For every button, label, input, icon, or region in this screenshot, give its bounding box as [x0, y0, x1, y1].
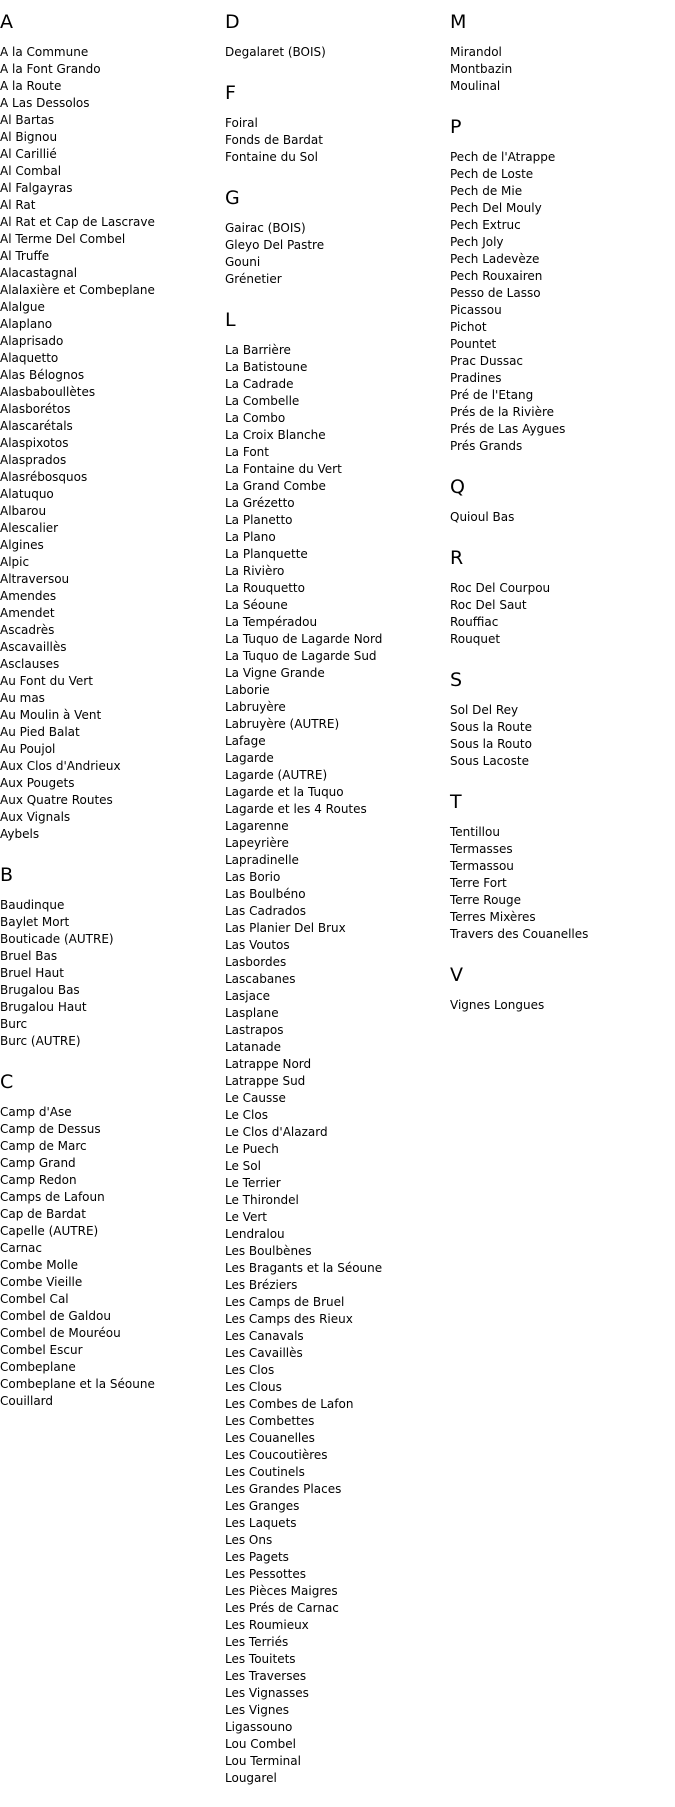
place-item-laborie: Laborie — [225, 683, 270, 697]
place-item-prac-dussac: Prac Dussac — [450, 354, 524, 368]
place-item-labruyere: Labruyère — [225, 700, 286, 714]
place-item-lagarde-et-les-4-routes: Lagarde et les 4 Routes — [225, 802, 367, 816]
place-item-pech-extruc: Pech Extruc — [450, 218, 521, 232]
place-item-terre-rouge: Terre Rouge — [450, 893, 522, 907]
column-3 — [450, 10, 675, 1034]
place-list — [450, 509, 675, 526]
section-b — [0, 863, 225, 1050]
place-item-pres-de-las-aygues: Prés de Las Aygues — [450, 422, 566, 436]
place-item-alasprados: Alasprados — [0, 453, 67, 467]
place-item-baylet-mort: Baylet Mort — [0, 915, 70, 929]
place-item-las-voutos: Las Voutos — [225, 938, 290, 952]
place-item-la-combelle: La Combelle — [225, 394, 300, 408]
place-item-pech-del-mouly: Pech Del Mouly — [450, 201, 542, 215]
place-item-combel-cal: Combel Cal — [0, 1292, 69, 1306]
place-item-foiral: Foiral — [225, 116, 258, 130]
place-item-lapeyriere: Lapeyrière — [225, 836, 289, 850]
place-list — [0, 897, 225, 1050]
place-item-combe-molle: Combe Molle — [0, 1258, 78, 1272]
place-item-la-batistoune: La Batistoune — [225, 360, 308, 374]
place-item-combel-escur: Combel Escur — [0, 1343, 83, 1357]
column-1 — [0, 10, 225, 1430]
place-item-lagarde: Lagarde — [225, 751, 274, 765]
section-p — [450, 115, 675, 455]
place-item-le-puech: Le Puech — [225, 1142, 279, 1156]
place-item-camp-de-marc: Camp de Marc — [0, 1139, 87, 1153]
place-item-les-ons: Les Ons — [225, 1533, 273, 1547]
place-item-combeplane-et-la-seoune: Combeplane et la Séoune — [0, 1377, 155, 1391]
place-item-fonds-de-bardat: Fonds de Bardat — [225, 133, 323, 147]
place-item-les-coucoutieres: Les Coucoutières — [225, 1448, 328, 1462]
place-item-al-combal: Al Combal — [0, 164, 62, 178]
place-item-ligassouno: Ligassouno — [225, 1720, 293, 1734]
place-item-la-tuquo-de-lagarde-sud: La Tuquo de Lagarde Sud — [225, 649, 377, 663]
place-item-alpic: Alpic — [0, 555, 30, 569]
place-list — [225, 342, 450, 1787]
place-item-le-clos-d-alazard: Le Clos d'Alazard — [225, 1125, 328, 1139]
place-item-les-granges: Les Granges — [225, 1499, 300, 1513]
place-list — [225, 44, 450, 61]
place-item-carnac: Carnac — [0, 1241, 43, 1255]
place-list — [450, 997, 675, 1014]
section-letter: F — [225, 82, 236, 104]
place-item-alescalier: Alescalier — [0, 521, 59, 535]
place-item-lou-terminal: Lou Terminal — [225, 1754, 301, 1768]
place-item-les-breziers: Les Bréziers — [225, 1278, 298, 1292]
column-2 — [225, 10, 450, 1807]
section-m — [450, 10, 675, 95]
place-item-la-vigne-grande: La Vigne Grande — [225, 666, 325, 680]
place-item-pountet: Pountet — [450, 337, 497, 351]
place-list — [450, 702, 675, 770]
place-item-lou-combel: Lou Combel — [225, 1737, 296, 1751]
section-letter: B — [0, 864, 14, 886]
place-item-lagarenne: Lagarenne — [225, 819, 289, 833]
place-item-lascabanes: Lascabanes — [225, 972, 296, 986]
place-item-la-grand-combe: La Grand Combe — [225, 479, 326, 493]
section-letter: T — [450, 791, 462, 813]
place-item-le-terrier: Le Terrier — [225, 1176, 281, 1190]
place-item-au-poujol: Au Poujol — [0, 742, 56, 756]
place-item-al-rat-et-cap-de-lascrave: Al Rat et Cap de Lascrave — [0, 215, 155, 229]
place-item-la-plano: La Plano — [225, 530, 276, 544]
place-item-aux-vignals: Aux Vignals — [0, 810, 71, 824]
place-item-les-bragants-et-la-seoune: Les Bragants et la Séoune — [225, 1261, 383, 1275]
place-item-lagarde-et-la-tuquo: Lagarde et la Tuquo — [225, 785, 344, 799]
place-item-les-clous: Les Clous — [225, 1380, 282, 1394]
place-item-al-bartas: Al Bartas — [0, 113, 55, 127]
section-letter: A — [0, 11, 13, 33]
place-item-la-font: La Font — [225, 445, 269, 459]
section-q — [450, 475, 675, 526]
place-item-les-combettes: Les Combettes — [225, 1414, 315, 1428]
place-item-rouffiac: Rouffiac — [450, 615, 499, 629]
place-item-gleyo-del-pastre: Gleyo Del Pastre — [225, 238, 325, 252]
place-item-burc: Burc — [0, 1017, 28, 1031]
place-item-quioul-bas: Quioul Bas — [450, 510, 515, 524]
place-item-pech-rouxairen: Pech Rouxairen — [450, 269, 543, 283]
place-item-les-vignes: Les Vignes — [225, 1703, 290, 1717]
place-item-latrappe-nord: Latrappe Nord — [225, 1057, 312, 1071]
place-item-pech-ladeveze: Pech Ladevèze — [450, 252, 540, 266]
place-item-les-touitets: Les Touitets — [225, 1652, 296, 1666]
section-letter: M — [450, 11, 467, 33]
place-item-roc-del-courpou: Roc Del Courpou — [450, 581, 551, 595]
place-item-pech-de-loste: Pech de Loste — [450, 167, 534, 181]
place-item-algines: Algines — [0, 538, 44, 552]
section-letter: C — [0, 1071, 14, 1093]
place-item-le-vert: Le Vert — [225, 1210, 267, 1224]
place-item-les-pessottes: Les Pessottes — [225, 1567, 307, 1581]
place-item-pre-de-l-etang: Pré de l'Etang — [450, 388, 534, 402]
place-item-ascavailles: Ascavaillès — [0, 640, 67, 654]
place-item-alaquetto: Alaquetto — [0, 351, 59, 365]
place-item-les-traverses: Les Traverses — [225, 1669, 307, 1683]
place-list — [0, 1104, 225, 1410]
place-item-aux-pougets: Aux Pougets — [0, 776, 75, 790]
place-item-termasses: Termasses — [450, 842, 513, 856]
place-item-la-temperadou: La Tempéradou — [225, 615, 318, 629]
place-item-al-rat: Al Rat — [0, 198, 36, 212]
place-item-pech-joly: Pech Joly — [450, 235, 504, 249]
place-item-vignes-longues: Vignes Longues — [450, 998, 545, 1012]
place-item-a-la-commune: A la Commune — [0, 45, 89, 59]
section-l — [225, 308, 450, 1787]
place-item-les-laquets: Les Laquets — [225, 1516, 297, 1530]
place-item-la-planquette: La Planquette — [225, 547, 308, 561]
place-item-combe-vieille: Combe Vieille — [0, 1275, 83, 1289]
place-item-al-bignou: Al Bignou — [0, 130, 58, 144]
place-item-cap-de-bardat: Cap de Bardat — [0, 1207, 86, 1221]
place-item-alas-belognos: Alas Bélognos — [0, 368, 85, 382]
place-item-latrappe-sud: Latrappe Sud — [225, 1074, 306, 1088]
place-item-grenetier: Grénetier — [225, 272, 282, 286]
place-item-la-fontaine-du-vert: La Fontaine du Vert — [225, 462, 342, 476]
place-list — [225, 115, 450, 166]
place-item-combeplane: Combeplane — [0, 1360, 76, 1374]
place-item-alalgue: Alalgue — [0, 300, 45, 314]
place-item-amendet: Amendet — [0, 606, 55, 620]
place-item-combel-de-moureou: Combel de Mouréou — [0, 1326, 121, 1340]
place-item-terres-mixeres: Terres Mixères — [450, 910, 536, 924]
place-item-ascadres: Ascadrès — [0, 623, 55, 637]
place-item-les-cavailles: Les Cavaillès — [225, 1346, 303, 1360]
place-item-al-terme-del-combel: Al Terme Del Combel — [0, 232, 126, 246]
place-item-al-carillie: Al Carillié — [0, 147, 57, 161]
place-item-les-clos: Les Clos — [225, 1363, 275, 1377]
place-item-les-canavals: Les Canavals — [225, 1329, 304, 1343]
place-item-alalaxiere-et-combeplane: Alalaxière et Combeplane — [0, 283, 155, 297]
place-item-au-moulin-a-vent: Au Moulin à Vent — [0, 708, 102, 722]
place-item-gouni: Gouni — [225, 255, 261, 269]
place-item-alacastagnal: Alacastagnal — [0, 266, 78, 280]
section-t — [450, 790, 675, 943]
place-item-la-combo: La Combo — [225, 411, 286, 425]
place-item-a-la-font-grando: A la Font Grando — [0, 62, 101, 76]
place-item-la-tuquo-de-lagarde-nord: La Tuquo de Lagarde Nord — [225, 632, 383, 646]
section-d — [225, 10, 450, 61]
place-item-camp-d-ase: Camp d'Ase — [0, 1105, 72, 1119]
place-item-brugalou-haut: Brugalou Haut — [0, 1000, 87, 1014]
place-item-aybels: Aybels — [0, 827, 40, 841]
place-item-asclauses: Asclauses — [0, 657, 60, 671]
place-item-la-grezetto: La Grézetto — [225, 496, 295, 510]
place-item-sous-la-routo: Sous la Routo — [450, 737, 532, 751]
place-item-alascaretals: Alascarétals — [0, 419, 73, 433]
place-item-montbazin: Montbazin — [450, 62, 513, 76]
place-item-le-clos: Le Clos — [225, 1108, 268, 1122]
place-item-aux-quatre-routes: Aux Quatre Routes — [0, 793, 113, 807]
place-item-sous-lacoste: Sous Lacoste — [450, 754, 529, 768]
place-item-a-las-dessolos: A Las Dessolos — [0, 96, 90, 110]
place-item-alasbaboulletes: Alasbaboullètes — [0, 385, 96, 399]
place-item-altraversou: Altraversou — [0, 572, 70, 586]
place-item-le-causse: Le Causse — [225, 1091, 286, 1105]
place-item-les-vignasses: Les Vignasses — [225, 1686, 309, 1700]
place-item-camp-redon: Camp Redon — [0, 1173, 77, 1187]
place-item-la-planetto: La Planetto — [225, 513, 293, 527]
place-item-le-thirondel: Le Thirondel — [225, 1193, 299, 1207]
place-item-bouticade-autre: Bouticade (AUTRE) — [0, 932, 114, 946]
place-item-les-pres-de-carnac: Les Prés de Carnac — [225, 1601, 339, 1615]
section-letter: L — [225, 309, 236, 331]
place-item-sol-del-rey: Sol Del Rey — [450, 703, 519, 717]
section-letter: S — [450, 669, 463, 691]
place-item-pech-de-l-atrappe: Pech de l'Atrappe — [450, 150, 556, 164]
place-item-alaprisado: Alaprisado — [0, 334, 64, 348]
place-item-la-seoune: La Séoune — [225, 598, 288, 612]
place-item-las-borio: Las Borio — [225, 870, 281, 884]
place-item-les-camps-des-rieux: Les Camps des Rieux — [225, 1312, 353, 1326]
place-item-la-croix-blanche: La Croix Blanche — [225, 428, 326, 442]
place-item-burc-autre: Burc (AUTRE) — [0, 1034, 81, 1048]
place-item-pradines: Pradines — [450, 371, 502, 385]
place-list — [450, 44, 675, 95]
section-s — [450, 668, 675, 770]
place-item-les-pieces-maigres: Les Pièces Maigres — [225, 1584, 338, 1598]
place-item-camp-grand: Camp Grand — [0, 1156, 76, 1170]
place-item-les-couanelles: Les Couanelles — [225, 1431, 315, 1445]
place-item-brugalou-bas: Brugalou Bas — [0, 983, 80, 997]
section-letter: D — [225, 11, 240, 33]
place-item-las-cadrados: Las Cadrados — [225, 904, 306, 918]
place-item-combel-de-galdou: Combel de Galdou — [0, 1309, 111, 1323]
place-item-les-coutinels: Les Coutinels — [225, 1465, 305, 1479]
section-letter: P — [450, 116, 462, 138]
place-list — [450, 824, 675, 943]
place-item-roc-del-saut: Roc Del Saut — [450, 598, 527, 612]
place-item-au-mas: Au mas — [0, 691, 45, 705]
place-item-les-roumieux: Les Roumieux — [225, 1618, 309, 1632]
place-item-amendes: Amendes — [0, 589, 57, 603]
place-item-tentillou: Tentillou — [450, 825, 500, 839]
place-item-mirandol: Mirandol — [450, 45, 502, 59]
place-item-pichot: Pichot — [450, 320, 487, 334]
place-item-les-combes-de-lafon: Les Combes de Lafon — [225, 1397, 354, 1411]
place-item-pech-de-mie: Pech de Mie — [450, 184, 523, 198]
place-item-termassou: Termassou — [450, 859, 514, 873]
section-c — [0, 1070, 225, 1410]
place-item-alaspixotos: Alaspixotos — [0, 436, 69, 450]
place-list — [0, 44, 225, 843]
place-item-gairac-bois: Gairac (BOIS) — [225, 221, 306, 235]
place-item-bruel-haut: Bruel Haut — [0, 966, 64, 980]
place-item-la-rouquetto: La Rouquetto — [225, 581, 305, 595]
place-item-lendralou: Lendralou — [225, 1227, 285, 1241]
place-item-fontaine-du-sol: Fontaine du Sol — [225, 150, 318, 164]
place-item-rouquet: Rouquet — [450, 632, 501, 646]
place-item-alaplano: Alaplano — [0, 317, 53, 331]
section-a — [0, 10, 225, 843]
place-item-capelle-autre: Capelle (AUTRE) — [0, 1224, 99, 1238]
place-item-albarou: Albarou — [0, 504, 47, 518]
place-item-alasrebosquos: Alasrébosquos — [0, 470, 88, 484]
place-list — [450, 149, 675, 455]
place-item-sous-la-route: Sous la Route — [450, 720, 532, 734]
place-item-travers-des-couanelles: Travers des Couanelles — [450, 927, 589, 941]
place-item-les-boulbenes: Les Boulbènes — [225, 1244, 312, 1258]
place-item-couillard: Couillard — [0, 1394, 54, 1408]
place-item-lagarde-autre: Lagarde (AUTRE) — [225, 768, 328, 782]
place-item-camps-de-lafoun: Camps de Lafoun — [0, 1190, 105, 1204]
place-item-lasbordes: Lasbordes — [225, 955, 287, 969]
place-item-baudinque: Baudinque — [0, 898, 65, 912]
place-item-bruel-bas: Bruel Bas — [0, 949, 58, 963]
place-item-pesso-de-lasso: Pesso de Lasso — [450, 286, 541, 300]
place-item-au-font-du-vert: Au Font du Vert — [0, 674, 93, 688]
section-letter: R — [450, 547, 464, 569]
place-item-les-grandes-places: Les Grandes Places — [225, 1482, 342, 1496]
place-item-les-camps-de-bruel: Les Camps de Bruel — [225, 1295, 345, 1309]
place-list — [225, 220, 450, 288]
place-item-picassou: Picassou — [450, 303, 502, 317]
place-item-lougarel: Lougarel — [225, 1771, 277, 1785]
place-item-pres-grands: Prés Grands — [450, 439, 523, 453]
place-item-a-la-route: A la Route — [0, 79, 62, 93]
place-item-la-barriere: La Barrière — [225, 343, 291, 357]
place-item-pres-de-la-riviere: Prés de la Rivière — [450, 405, 555, 419]
place-item-alatuquo: Alatuquo — [0, 487, 54, 501]
section-v — [450, 963, 675, 1014]
place-list — [450, 580, 675, 648]
place-item-las-boulbeno: Las Boulbéno — [225, 887, 306, 901]
place-item-aux-clos-d-andrieux: Aux Clos d'Andrieux — [0, 759, 121, 773]
place-item-latanade: Latanade — [225, 1040, 282, 1054]
section-r — [450, 546, 675, 648]
place-item-lapradinelle: Lapradinelle — [225, 853, 299, 867]
place-item-degalaret-bois: Degalaret (BOIS) — [225, 45, 326, 59]
place-item-les-terries: Les Terriés — [225, 1635, 289, 1649]
section-f — [225, 81, 450, 166]
place-item-lastrapos: Lastrapos — [225, 1023, 284, 1037]
place-item-las-planier-del-brux: Las Planier Del Brux — [225, 921, 346, 935]
section-letter: V — [450, 964, 463, 986]
place-item-le-sol: Le Sol — [225, 1159, 261, 1173]
place-item-alasboretos: Alasborétos — [0, 402, 71, 416]
place-item-la-cadrade: La Cadrade — [225, 377, 294, 391]
place-item-lafage: Lafage — [225, 734, 266, 748]
place-item-camp-de-dessus: Camp de Dessus — [0, 1122, 101, 1136]
place-item-les-pagets: Les Pagets — [225, 1550, 289, 1564]
place-item-la-riviero: La Rivièro — [225, 564, 285, 578]
place-item-lasplane: Lasplane — [225, 1006, 279, 1020]
place-item-moulinal: Moulinal — [450, 79, 501, 93]
place-item-al-falgayras: Al Falgayras — [0, 181, 73, 195]
section-g — [225, 186, 450, 288]
place-item-lasjace: Lasjace — [225, 989, 270, 1003]
place-item-terre-fort: Terre Fort — [450, 876, 507, 890]
place-item-al-truffe: Al Truffe — [0, 249, 50, 263]
section-letter: G — [225, 187, 240, 209]
section-letter: Q — [450, 476, 465, 498]
place-item-labruyere-autre: Labruyère (AUTRE) — [225, 717, 340, 731]
place-item-au-pied-balat: Au Pied Balat — [0, 725, 80, 739]
